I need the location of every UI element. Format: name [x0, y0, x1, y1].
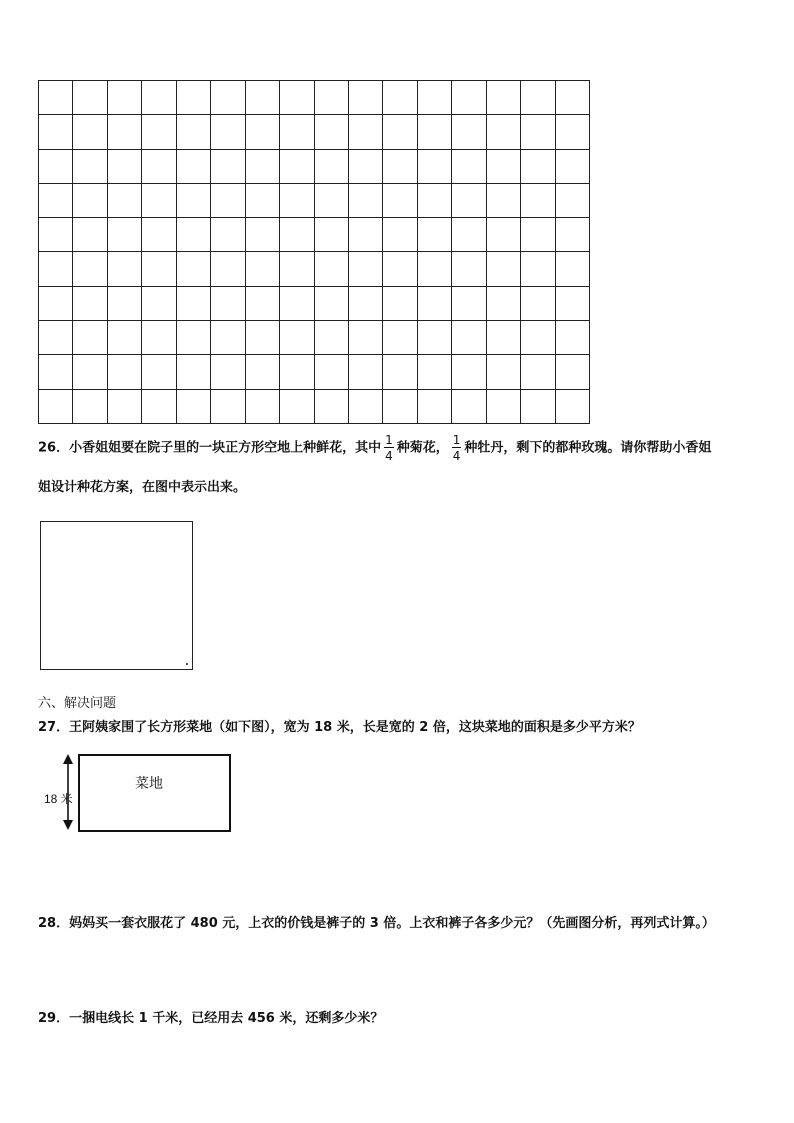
square-plot-drawing-area: [40, 521, 193, 670]
grid-cell: [176, 149, 210, 183]
grid-cell: [176, 81, 210, 115]
grid-cell: [39, 115, 73, 149]
grid-cell: [39, 81, 73, 115]
grid-cell: [521, 286, 555, 320]
grid-cell: [452, 389, 486, 423]
question-26-line-2: 姐设计种花方案，在图中表示出来。: [38, 480, 247, 495]
grid-cell: [521, 183, 555, 217]
grid-cell: [486, 218, 520, 252]
grid-cell: [521, 389, 555, 423]
grid-cell: [452, 321, 486, 355]
grid-cell: [39, 252, 73, 286]
grid-cell: [39, 183, 73, 217]
grid-cell: [107, 252, 141, 286]
grid-cell: [142, 81, 176, 115]
grid-cell: [521, 252, 555, 286]
grid-cell: [383, 218, 417, 252]
grid-cell: [555, 183, 589, 217]
grid-row: [39, 218, 590, 252]
vegetable-garden-rectangle: [78, 754, 231, 832]
answer-grid: [38, 80, 590, 424]
grid-cell: [245, 321, 279, 355]
grid-cell: [348, 183, 382, 217]
grid-cell: [107, 149, 141, 183]
grid-cell: [486, 321, 520, 355]
grid-cell: [211, 81, 245, 115]
grid-cell: [280, 218, 314, 252]
grid-cell: [142, 149, 176, 183]
grid-cell: [39, 321, 73, 355]
grid-cell: [245, 218, 279, 252]
grid-cell: [107, 218, 141, 252]
grid-cell: [142, 252, 176, 286]
grid-cell: [176, 115, 210, 149]
grid-cell: [73, 252, 107, 286]
grid-cell: [383, 355, 417, 389]
grid-cell: [73, 355, 107, 389]
grid-cell: [383, 183, 417, 217]
grid-cell: [176, 389, 210, 423]
grid-row: [39, 252, 590, 286]
grid-cell: [73, 218, 107, 252]
grid-cell: [521, 115, 555, 149]
section-title: 六、解决问题: [38, 696, 117, 711]
grid-cell: [73, 149, 107, 183]
grid-cell: [280, 286, 314, 320]
grid-row: [39, 115, 590, 149]
grid-cell: [280, 252, 314, 286]
grid-cell: [417, 218, 451, 252]
grid-cell: [176, 252, 210, 286]
grid-cell: [211, 321, 245, 355]
grid-cell: [417, 321, 451, 355]
grid-cell: [521, 218, 555, 252]
grid-cell: [142, 286, 176, 320]
grid-cell: [383, 321, 417, 355]
grid-row: [39, 183, 590, 217]
grid-cell: [452, 218, 486, 252]
grid-cell: [73, 321, 107, 355]
grid-cell: [452, 286, 486, 320]
grid-cell: [383, 389, 417, 423]
grid-cell: [452, 355, 486, 389]
grid-cell: [314, 115, 348, 149]
grid-cell: [107, 321, 141, 355]
grid-cell: [73, 81, 107, 115]
grid-cell: [417, 252, 451, 286]
grid-cell: [314, 218, 348, 252]
grid-cell: [107, 81, 141, 115]
grid-cell: [383, 149, 417, 183]
grid-cell: [521, 149, 555, 183]
grid-row: [39, 149, 590, 183]
corner-mark: [186, 663, 188, 665]
grid-cell: [176, 286, 210, 320]
grid-cell: [314, 389, 348, 423]
grid-cell: [280, 355, 314, 389]
grid-cell: [314, 252, 348, 286]
grid-cell: [555, 389, 589, 423]
grid-cell: [280, 389, 314, 423]
grid-cell: [555, 252, 589, 286]
grid-cell: [245, 355, 279, 389]
grid-cell: [107, 355, 141, 389]
grid-cell: [417, 149, 451, 183]
grid-cell: [107, 286, 141, 320]
grid-cell: [417, 286, 451, 320]
grid-cell: [176, 183, 210, 217]
grid-row: [39, 389, 590, 423]
grid-cell: [555, 149, 589, 183]
grid-cell: [39, 389, 73, 423]
grid-cell: [107, 183, 141, 217]
question-28: 28．妈妈买一套衣服花了 480 元，上衣的价钱是裤子的 3 倍。上衣和裤子各多少元？（先画图分析，再列式计算。）: [38, 916, 715, 931]
grid-cell: [348, 389, 382, 423]
grid-cell: [280, 183, 314, 217]
width-dimension-label: 18 米: [44, 792, 73, 806]
grid-cell: [555, 218, 589, 252]
grid-cell: [417, 183, 451, 217]
grid-cell: [521, 81, 555, 115]
question-27: 27．王阿姨家围了长方形菜地（如下图），宽为 18 米，长是宽的 2 倍，这块菜地的面积是多少平方米？: [38, 720, 641, 735]
question-26-line-1: [38, 434, 711, 462]
grid-cell: [211, 115, 245, 149]
grid-cell: [39, 286, 73, 320]
grid-row: [39, 286, 590, 320]
grid-cell: [142, 389, 176, 423]
grid-cell: [383, 81, 417, 115]
grid-cell: [348, 252, 382, 286]
grid-cell: [486, 115, 520, 149]
grid-cell: [280, 81, 314, 115]
garden-label: 菜地: [135, 776, 163, 792]
grid-cell: [211, 252, 245, 286]
grid-cell: [314, 355, 348, 389]
grid-cell: [73, 183, 107, 217]
grid-cell: [383, 286, 417, 320]
grid-cell: [452, 149, 486, 183]
grid-cell: [314, 321, 348, 355]
grid-cell: [383, 115, 417, 149]
grid-cell: [245, 115, 279, 149]
grid-cell: [107, 115, 141, 149]
grid-row: [39, 81, 590, 115]
grid-cell: [383, 252, 417, 286]
grid-cell: [521, 321, 555, 355]
grid-cell: [348, 149, 382, 183]
question-26-text-a: 26．小香姐姐要在院子里的一块正方形空地上种鲜花，其中: [38, 440, 382, 456]
grid-cell: [142, 183, 176, 217]
grid-cell: [555, 321, 589, 355]
grid-cell: [452, 115, 486, 149]
grid-cell: [486, 149, 520, 183]
grid-cell: [314, 286, 348, 320]
grid-cell: [555, 355, 589, 389]
grid-cell: [486, 183, 520, 217]
grid-cell: [39, 149, 73, 183]
grid-cell: [348, 115, 382, 149]
grid-cell: [280, 321, 314, 355]
grid-cell: [486, 81, 520, 115]
grid-cell: [348, 81, 382, 115]
grid-cell: [176, 218, 210, 252]
grid-cell: [39, 355, 73, 389]
grid-cell: [176, 321, 210, 355]
grid-cell: [486, 389, 520, 423]
grid-cell: [348, 355, 382, 389]
grid-cell: [211, 389, 245, 423]
grid-cell: [348, 218, 382, 252]
grid-cell: [73, 389, 107, 423]
grid-cell: [555, 115, 589, 149]
grid-cell: [176, 355, 210, 389]
fraction-one-quarter: $\frac{1}{4}$: [385, 433, 393, 463]
grid-cell: [452, 81, 486, 115]
grid-cell: [521, 355, 555, 389]
grid-cell: [39, 218, 73, 252]
grid-cell: [245, 252, 279, 286]
grid-cell: [314, 81, 348, 115]
grid-cell: [314, 149, 348, 183]
grid-cell: [245, 183, 279, 217]
grid-cell: [142, 355, 176, 389]
grid-cell: [555, 81, 589, 115]
grid-row: [39, 321, 590, 355]
fraction-one-quarter: $\frac{1}{4}$: [452, 433, 461, 463]
grid-cell: [245, 81, 279, 115]
grid-cell: [142, 321, 176, 355]
grid-cell: [142, 218, 176, 252]
question-26-text-c: 种牡丹，剩下的都种玫瑰。请你帮助小香姐: [464, 440, 712, 456]
grid-cell: [314, 183, 348, 217]
grid-cell: [417, 115, 451, 149]
grid-cell: [211, 149, 245, 183]
grid-cell: [452, 183, 486, 217]
grid-cell: [280, 115, 314, 149]
grid-row: [39, 355, 590, 389]
grid-cell: [73, 115, 107, 149]
grid-cell: [280, 149, 314, 183]
grid-cell: [245, 149, 279, 183]
grid-cell: [142, 115, 176, 149]
grid-cell: [486, 355, 520, 389]
grid-cell: [211, 286, 245, 320]
question-26-text-b: 种菊花，: [396, 440, 449, 456]
grid-cell: [348, 321, 382, 355]
grid-cell: [348, 286, 382, 320]
grid-cell: [452, 252, 486, 286]
grid-cell: [211, 218, 245, 252]
question-29: 29．一捆电线长 1 千米，已经用去 456 米，还剩多少米？: [38, 1011, 384, 1026]
grid-cell: [211, 183, 245, 217]
grid-cell: [417, 389, 451, 423]
grid-cell: [555, 286, 589, 320]
grid-cell: [417, 81, 451, 115]
grid-cell: [486, 252, 520, 286]
grid-cell: [245, 389, 279, 423]
grid-cell: [211, 355, 245, 389]
grid-cell: [417, 355, 451, 389]
grid-cell: [245, 286, 279, 320]
grid-cell: [73, 286, 107, 320]
grid-cell: [486, 286, 520, 320]
grid-cell: [107, 389, 141, 423]
